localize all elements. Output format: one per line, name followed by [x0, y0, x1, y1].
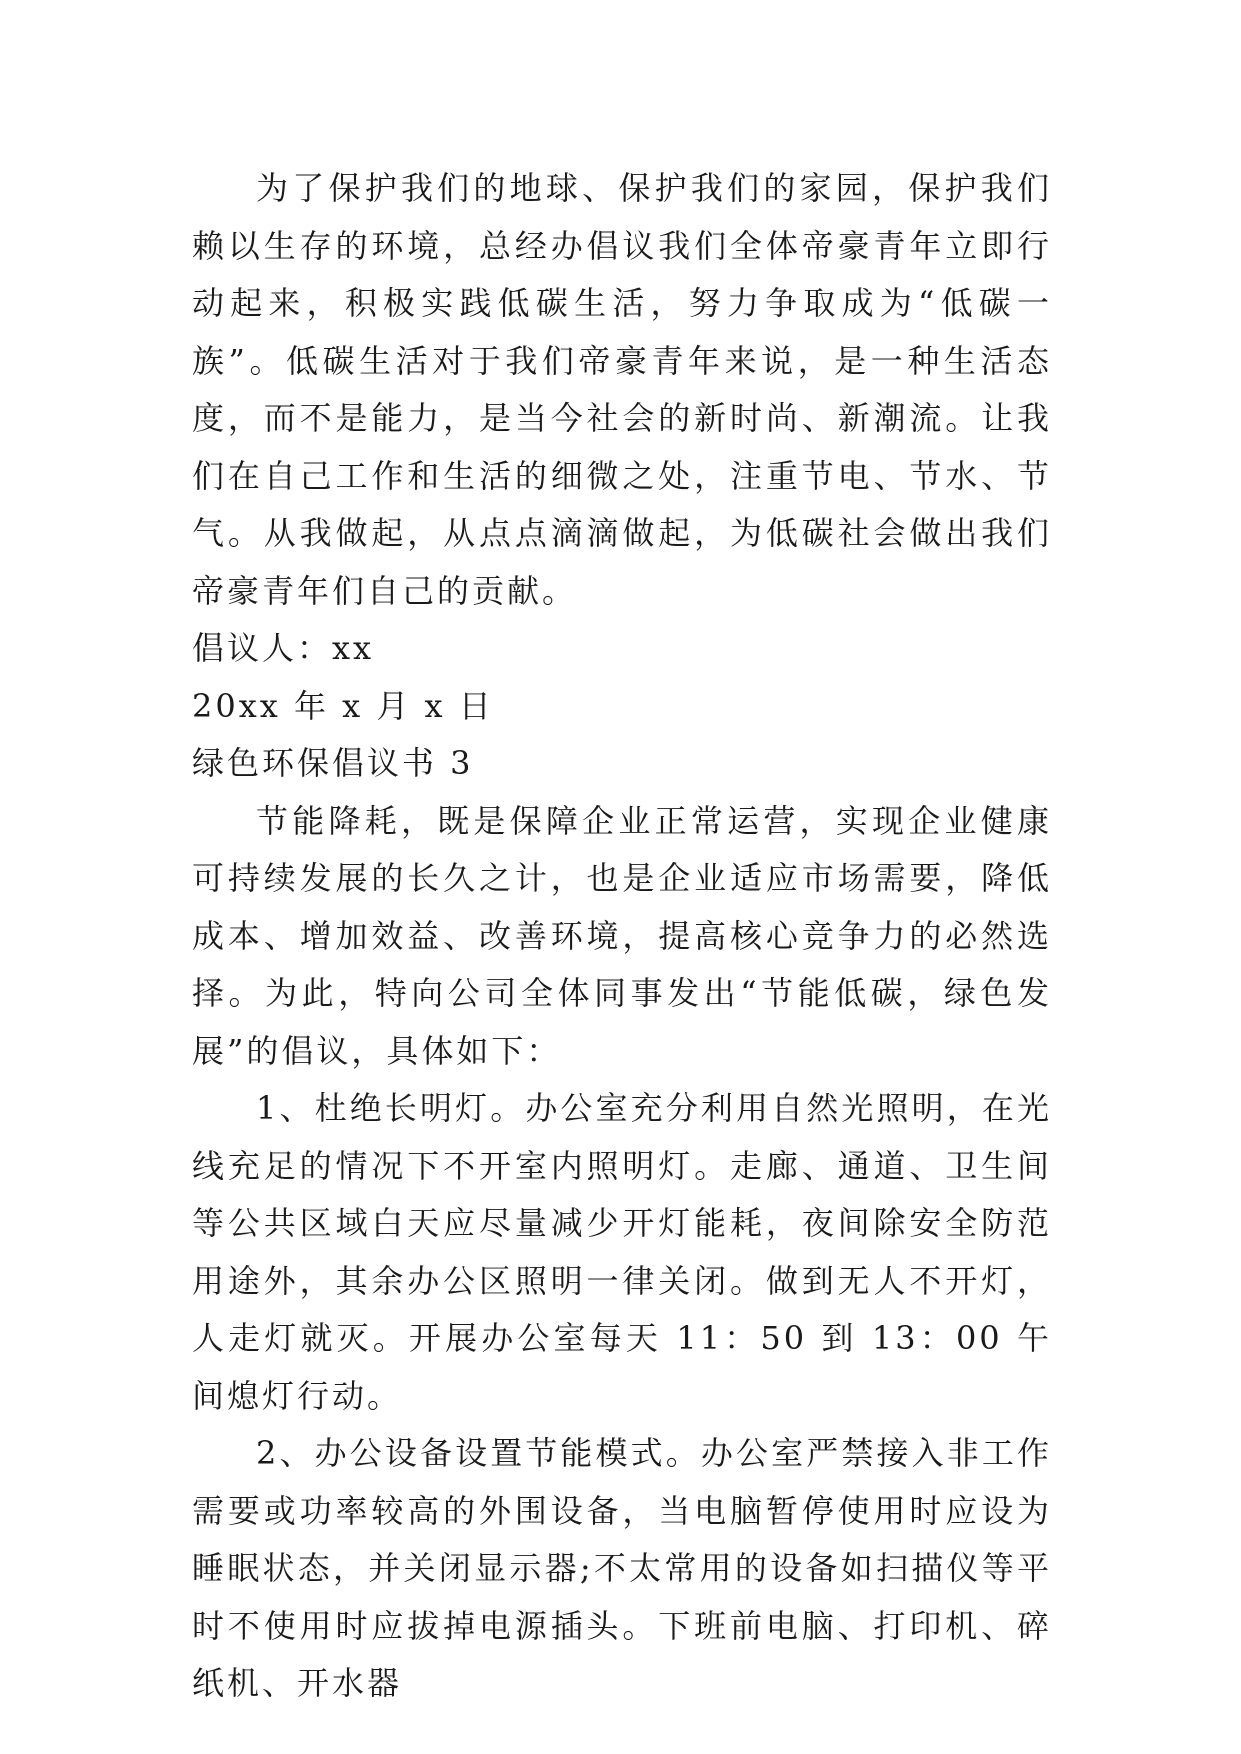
- paragraph-low-carbon-appeal: 为了保护我们的地球、保护我们的家园，保护我们赖以生存的环境，总经办倡议我们全体帝豪青年立即行动起来，积极实践低碳生活，努力争取成为“低碳一族”。低碳生活对于我们帝豪青年来说，是一种生活态度，而不是能力，是当今社会的新时尚、新潮流。让我们在自己工作和生活的细微之处，注重节电、节水、节气。从我做起，从点点滴滴做起，为低碳社会做出我们帝豪青年们自己的贡献。: [192, 169, 1052, 610]
- date-line: 20xx 年 x 月 x 日: [192, 686, 494, 725]
- initiator-line: 倡议人：xx: [192, 629, 375, 667]
- section-title: 绿色环保倡议书 3: [192, 744, 474, 782]
- paragraph-item-2-devices: 2、办公设备设置节能模式。办公室严禁接入非工作需要或功率较高的外围设备，当电脑暂停使用时应设为睡眠状态，并关闭显示器;不太常用的设备如扫描仪等平时不使用时应拔掉电源插头。下班前电脑、打印机、碎纸机、开水器: [192, 1434, 1052, 1702]
- paragraph-energy-saving-intro: 节能降耗，既是保障企业正常运营，实现企业健康可持续发展的长久之计，也是企业适应市场需要，降低成本、增加效益、改善环境，提高核心竞争力的必然选择。为此，特向公司全体同事发出“节能低碳，绿色发展”的倡议，具体如下：: [192, 801, 1052, 1070]
- paragraph-item-1-lights: 1、杜绝长明灯。办公室充分利用自然光照明，在光线充足的情况下不开室内照明灯。走廊、通道、卫生间等公共区域白天应尽量减少开灯能耗，夜间除安全防范用途外，其余办公区照明一律关闭。做到无人不开灯，人走灯就灭。开展办公室每天 11：50 到 13：00 午间熄灯行动。: [192, 1089, 1052, 1415]
- document-body: [192, 160, 1052, 1713]
